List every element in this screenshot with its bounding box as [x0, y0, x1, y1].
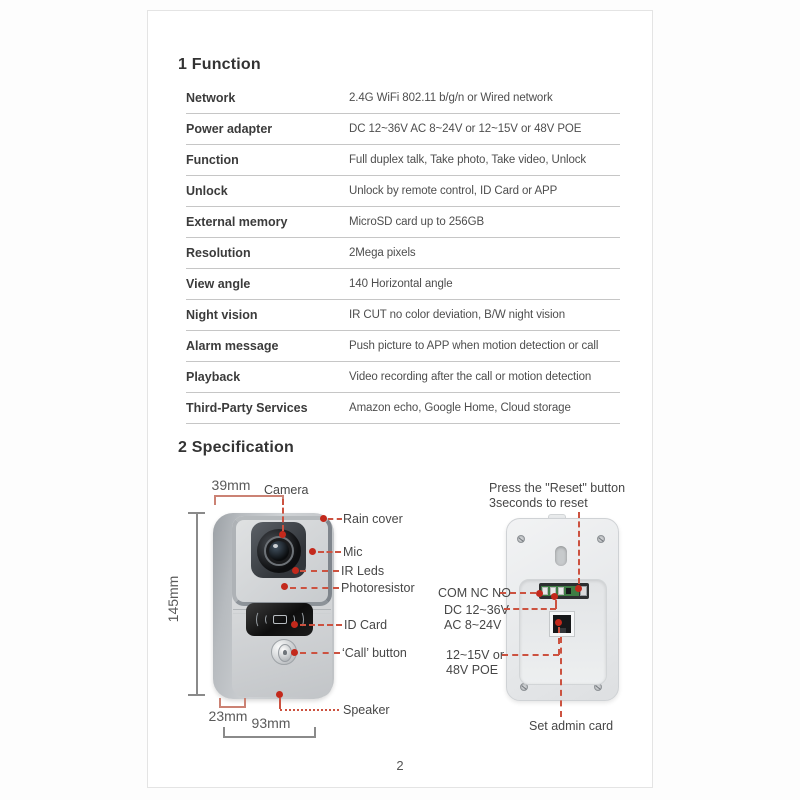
callout-line [282, 499, 284, 531]
spec-row-label: Unlock [186, 184, 228, 198]
label-com-nc-no: COM NC NO [438, 586, 511, 600]
label-speaker: Speaker [343, 703, 390, 717]
callout-line [279, 698, 281, 709]
function-table [186, 83, 620, 424]
spec-row-label: Resolution [186, 246, 251, 260]
id-card-reader-panel [246, 603, 313, 636]
spec-row-value: MicroSD card up to 256GB [349, 216, 485, 228]
callout-line [300, 570, 339, 572]
table-row [186, 83, 620, 114]
label-id-card: ID Card [344, 618, 388, 632]
dimension-cap [188, 694, 205, 696]
spec-row-value: Unlock by remote control, ID Card or APP [349, 185, 558, 197]
label-rain-cover: Rain cover [343, 512, 403, 526]
callout-dot [551, 593, 558, 600]
spec-row-value: DC 12~36V AC 8~24V or 12~15V or 48V POE [349, 123, 582, 135]
callout-dot [291, 621, 298, 628]
spec-row-label: Night vision [186, 308, 258, 322]
callout-dot [536, 590, 543, 597]
terminal-block [539, 583, 589, 599]
spec-row-label: Function [186, 153, 239, 167]
callout-dot [555, 619, 562, 626]
label-photoresistor: Photoresistor [341, 581, 415, 595]
spec-row-label: Network [186, 91, 236, 105]
function-section-heading: 1 Function [178, 56, 261, 73]
callout-dot [320, 515, 327, 522]
screw-icon [517, 535, 525, 543]
dimension-bracket [219, 698, 246, 708]
dimension-line-height [196, 513, 198, 695]
spec-row-label: Playback [186, 370, 241, 384]
label-reset-note [489, 481, 625, 511]
table-row [186, 393, 620, 424]
callout-line [578, 512, 580, 584]
dimension-depth: 23mm [208, 708, 248, 724]
callout-line [290, 587, 339, 589]
callout-line [300, 624, 342, 626]
reset-note-line1: Press the "Reset" button [489, 481, 626, 495]
spec-row-value: Push picture to APP when motion detection or call [349, 340, 599, 352]
table-row [186, 145, 620, 176]
callout-line [555, 600, 557, 609]
spec-row-label: Power adapter [186, 122, 273, 136]
camera-lens [269, 541, 289, 561]
callout-line [300, 652, 340, 654]
rfid-wave-icon [256, 611, 264, 628]
spec-row-value: IR CUT no color deviation, B/W night vision [349, 309, 565, 321]
manual-page [147, 10, 653, 788]
spec-row-value: Full duplex talk, Take photo, Take video, Unlock [349, 154, 587, 166]
label-mic: Mic [343, 545, 363, 559]
dimension-width-top: 39mm [211, 477, 251, 493]
table-row [186, 207, 620, 238]
label-dc-ac-power [444, 603, 509, 633]
callout-line [560, 637, 562, 717]
reset-note-line2: 3seconds to reset [489, 496, 588, 510]
label-set-admin-card: Set admin card [529, 719, 614, 733]
label-camera: Camera [264, 483, 309, 497]
poe-line1: 12~15V or [446, 648, 505, 662]
id-card-icon [273, 615, 287, 624]
dc-power-line: DC 12~36V [444, 603, 509, 617]
callout-dot [281, 583, 288, 590]
spec-row-value: 2Mega pixels [349, 247, 416, 259]
spec-row-label: View angle [186, 277, 251, 291]
screw-icon [597, 535, 605, 543]
table-row [186, 331, 620, 362]
spec-row-value: 140 Horizontal angle [349, 278, 453, 290]
callout-line [504, 608, 556, 610]
terminal-connector [558, 587, 564, 595]
dimension-width-bottom: 93mm [251, 715, 291, 731]
mount-slot [555, 546, 567, 566]
spec-row-value: Video recording after the call or motion detection [349, 371, 592, 383]
callout-dot [575, 585, 582, 592]
callout-dot [292, 567, 299, 574]
callout-line [500, 592, 536, 594]
rfid-wave-icon [265, 614, 271, 625]
table-row [186, 176, 620, 207]
label-ir-leds: IR Leds [341, 564, 385, 578]
spec-row-label: Alarm message [186, 339, 279, 353]
table-row [186, 300, 620, 331]
callout-line [328, 518, 342, 520]
poe-line2: 48V POE [446, 663, 499, 677]
table-row [186, 269, 620, 300]
callout-dot [309, 548, 316, 555]
label-poe-power [446, 648, 504, 678]
callout-line [502, 654, 559, 656]
specification-section-heading: 2 Specification [178, 439, 294, 456]
ac-power-line: AC 8~24V [444, 618, 502, 632]
table-row [186, 114, 620, 145]
table-row [186, 238, 620, 269]
spec-row-value: 2.4G WiFi 802.11 b/g/n or Wired network [349, 92, 553, 104]
callout-line [280, 709, 339, 711]
lens-highlight [273, 544, 278, 548]
dimension-height: 145mm [165, 575, 181, 623]
page-number: 2 [396, 758, 404, 773]
table-row [186, 362, 620, 393]
dimension-cap [188, 512, 205, 514]
pcb-component [566, 588, 571, 594]
callout-dot [279, 531, 286, 538]
callout-dot [291, 649, 298, 656]
spec-row-label: Third-Party Services [186, 401, 308, 415]
spec-row-value: Amazon echo, Google Home, Cloud storage [349, 402, 571, 414]
label-call-button: ‘Call’ button [342, 646, 407, 660]
callout-line [318, 551, 341, 553]
spec-row-label: External memory [186, 215, 288, 229]
callout-dot [276, 691, 283, 698]
